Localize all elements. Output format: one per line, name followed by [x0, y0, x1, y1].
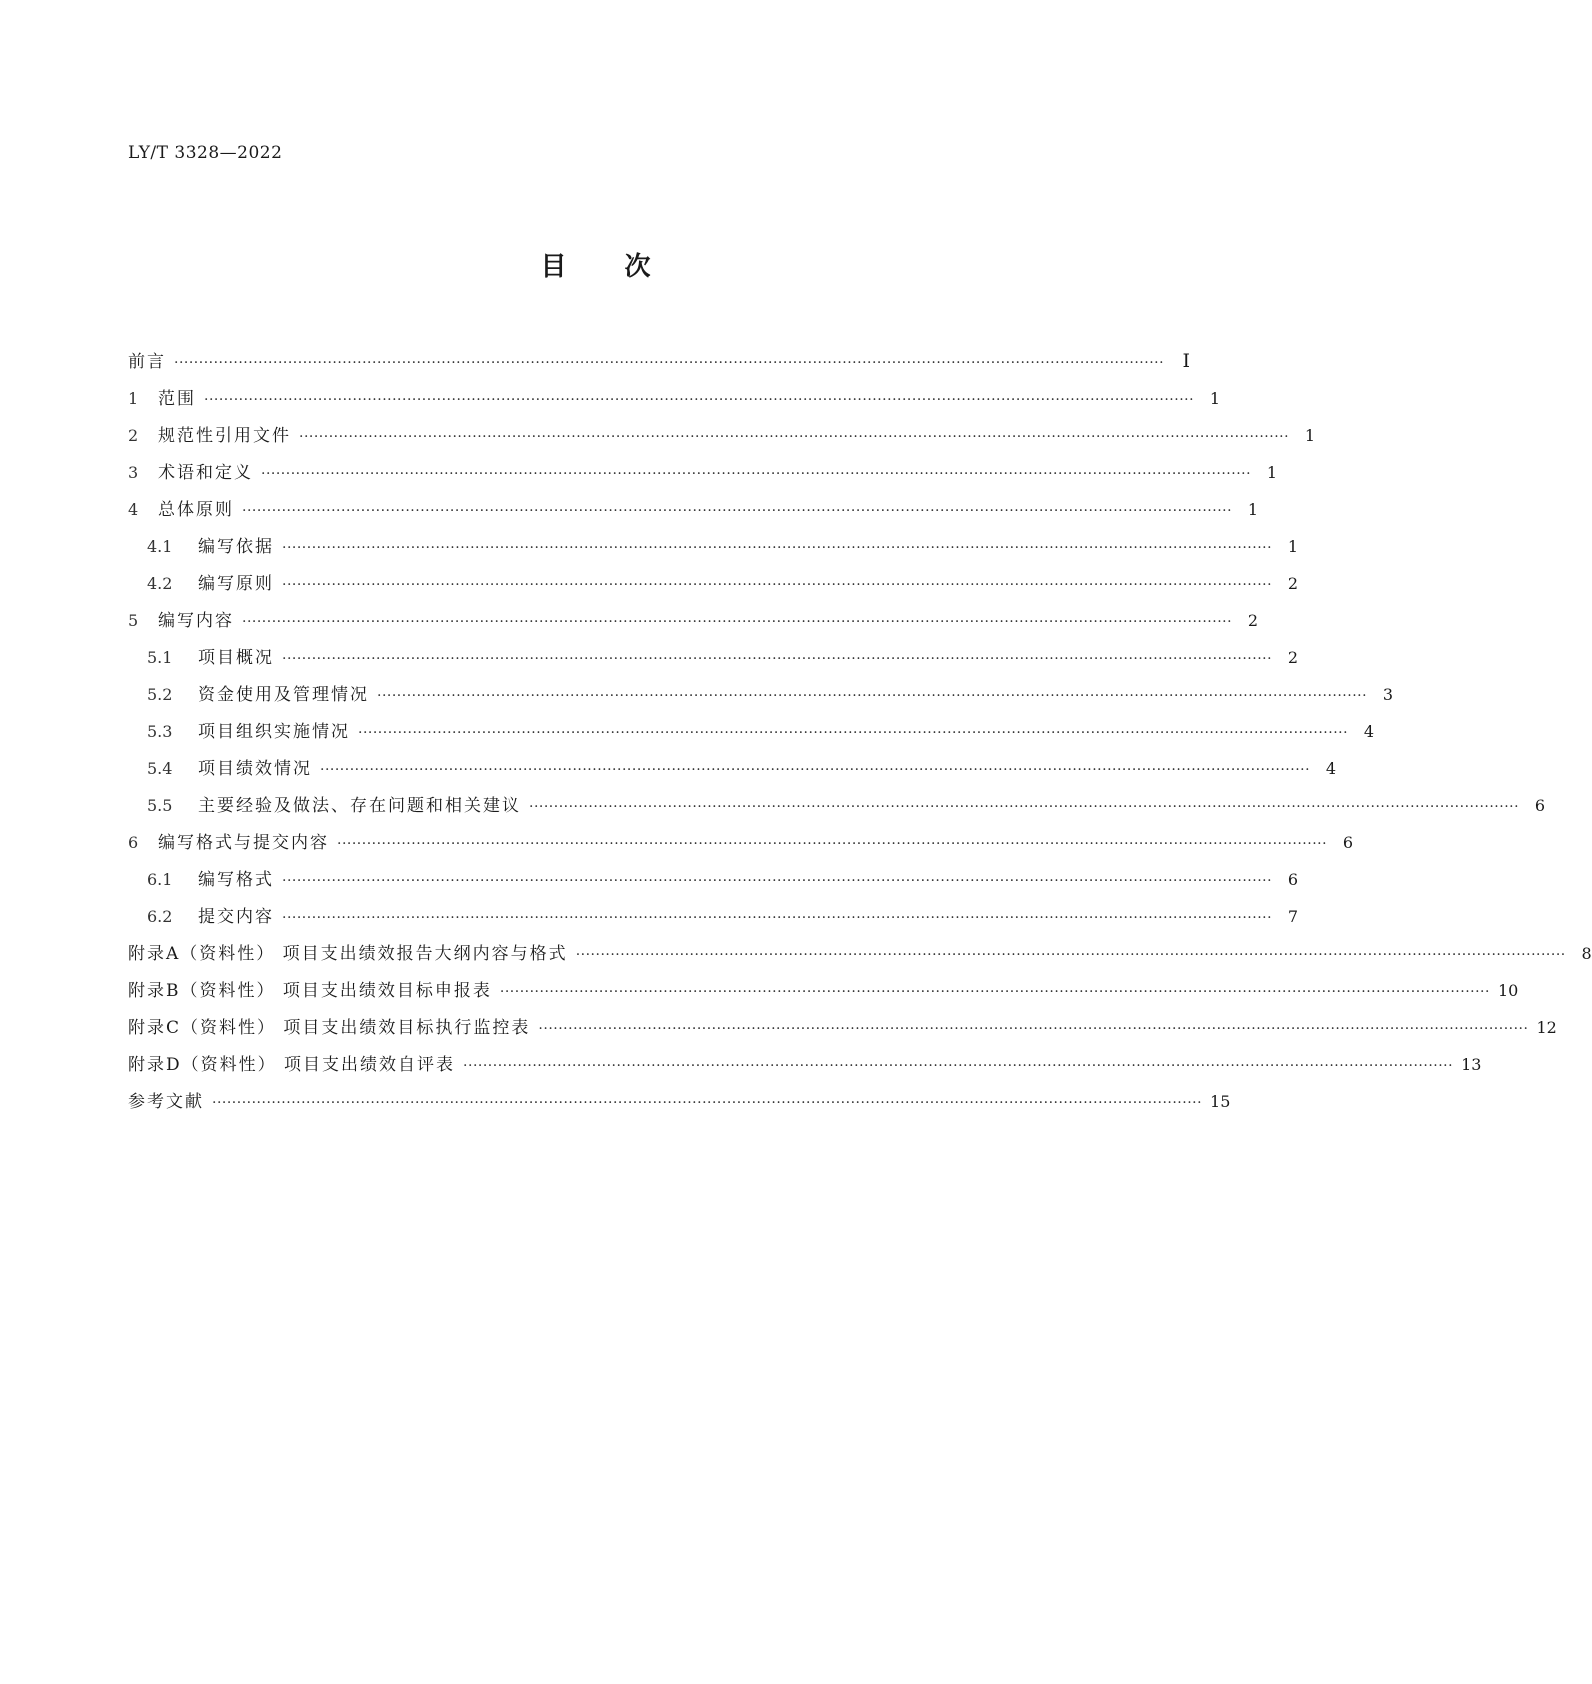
toc-entry-label	[128, 824, 337, 862]
toc-dot-leader: ········································································································································································································	[282, 873, 1273, 889]
toc-entry[interactable]	[128, 898, 1299, 935]
toc-entry[interactable]	[128, 491, 1259, 528]
toc-entry-title: 附录B（资料性） 项目支出绩效目标申报表	[128, 981, 492, 1001]
toc-entry-number: 1	[128, 389, 139, 408]
toc-entry-page-number: Ⅰ	[1182, 350, 1191, 372]
toc-entry-title: 编写格式与提交内容	[158, 833, 329, 853]
toc-entry-page-number: 10	[1497, 981, 1519, 1000]
toc-entry-number: 5.1	[147, 648, 173, 667]
toc-entry-page-number: 6	[1287, 870, 1299, 889]
toc-entry-label	[128, 1010, 538, 1047]
toc-entry-label	[147, 639, 282, 677]
toc-entry[interactable]	[128, 676, 1394, 713]
toc-dot-leader: ········································································································································································································	[499, 984, 1490, 1000]
toc-entry-title: 术语和定义	[158, 463, 253, 483]
toc-dot-leader: ········································································································································································································	[377, 688, 1368, 704]
toc-dot-leader: ········································································································································································································	[204, 392, 1195, 408]
toc-entry[interactable]	[128, 602, 1259, 639]
toc-entry-page-number: 6	[1534, 796, 1546, 815]
toc-dot-leader: ········································································································································································································	[242, 614, 1233, 630]
toc-entry[interactable]	[128, 528, 1299, 565]
toc-entry-number: 2	[128, 426, 139, 445]
toc-entry-page-number: 4	[1325, 759, 1337, 778]
toc-entry[interactable]	[128, 750, 1337, 787]
toc-entry-label	[147, 676, 377, 714]
toc-entry-page-number: 2	[1287, 574, 1299, 593]
toc-entry[interactable]	[128, 1046, 1482, 1083]
toc-entry-page-number: 8	[1581, 944, 1592, 963]
toc-dot-leader: ········································································································································································································	[529, 799, 1520, 815]
toc-entry-label	[128, 973, 500, 1010]
toc-entry-label	[147, 750, 320, 788]
toc-entry-title: 项目绩效情况	[198, 759, 312, 779]
toc-dot-leader: ········································································································································································································	[282, 540, 1273, 556]
toc-entry[interactable]	[128, 565, 1299, 602]
toc-dot-leader: ········································································································································································································	[174, 355, 1165, 371]
toc-entry-label	[128, 344, 174, 381]
toc-entry-number: 6.2	[147, 907, 173, 926]
toc-entry-label	[128, 417, 299, 455]
toc-dot-leader: ········································································································································································································	[463, 1058, 1454, 1074]
toc-dot-leader: ········································································································································································································	[358, 725, 1349, 741]
toc-entry-label	[128, 1084, 212, 1121]
toc-entry-number: 4	[128, 500, 139, 519]
toc-entry-title: 附录A（资料性） 项目支出绩效报告大纲内容与格式	[128, 944, 568, 964]
toc-entry-title: 前言	[128, 352, 166, 372]
toc-entry-number: 3	[128, 463, 139, 482]
toc-dot-leader: ········································································································································································································	[337, 836, 1328, 852]
toc-entry-number: 5	[128, 611, 139, 630]
toc-entry-number: 6.1	[147, 870, 173, 889]
page-title: 目次	[540, 252, 709, 282]
toc-entry[interactable]	[128, 935, 1592, 972]
toc-entry[interactable]	[128, 713, 1375, 750]
table-of-contents	[128, 343, 1592, 1120]
toc-entry-number: 4.2	[147, 574, 173, 593]
toc-entry-title: 资金使用及管理情况	[198, 685, 369, 705]
document-id: LY/T 3328—2022	[128, 143, 283, 163]
toc-entry-title: 编写原则	[198, 574, 274, 594]
toc-entry-page-number: 13	[1461, 1055, 1482, 1074]
toc-entry-label	[128, 454, 261, 492]
toc-entry-page-number: 6	[1342, 833, 1354, 852]
toc-entry-number: 5.2	[147, 685, 173, 704]
toc-entry-label	[128, 602, 242, 640]
toc-entry-page-number: 2	[1247, 611, 1259, 630]
toc-entry-title: 总体原则	[158, 500, 234, 520]
toc-entry-page-number: 15	[1210, 1092, 1231, 1111]
toc-entry[interactable]	[128, 972, 1519, 1009]
toc-entry-label	[147, 528, 282, 566]
toc-entry-title: 提交内容	[198, 907, 274, 927]
toc-entry[interactable]	[128, 639, 1299, 676]
toc-entry-page-number: 1	[1209, 389, 1221, 408]
toc-entry-title: 项目概况	[198, 648, 274, 668]
toc-entry-number: 5.3	[147, 722, 173, 741]
toc-entry-page-number: 1	[1247, 500, 1259, 519]
toc-entry-page-number: 3	[1382, 685, 1394, 704]
toc-entry-label	[128, 1047, 463, 1084]
toc-entry-page-number: 1	[1304, 426, 1316, 445]
toc-entry-label	[147, 787, 529, 825]
toc-entry-title: 主要经验及做法、存在问题和相关建议	[198, 796, 521, 816]
toc-entry[interactable]	[128, 824, 1354, 861]
toc-dot-leader: ········································································································································································································	[575, 947, 1566, 963]
toc-entry-page-number: 12	[1536, 1018, 1557, 1037]
toc-dot-leader: ········································································································································································································	[282, 651, 1273, 667]
toc-entry-title: 编写依据	[198, 537, 274, 557]
toc-dot-leader: ········································································································································································································	[320, 762, 1311, 778]
toc-entry[interactable]	[128, 417, 1316, 454]
toc-entry-label	[128, 936, 576, 973]
toc-entry-title: 附录C（资料性） 项目支出绩效目标执行监控表	[128, 1018, 531, 1038]
toc-dot-leader: ········································································································································································································	[282, 577, 1273, 593]
toc-entry-number: 5.5	[147, 796, 173, 815]
toc-entry-title: 附录D（资料性） 项目支出绩效自评表	[128, 1055, 456, 1075]
toc-entry[interactable]	[128, 343, 1191, 380]
toc-entry-page-number: 1	[1287, 537, 1299, 556]
toc-entry-title: 参考文献	[128, 1092, 204, 1112]
toc-entry[interactable]	[128, 1009, 1557, 1046]
toc-entry-label	[147, 898, 282, 936]
toc-entry-title: 项目组织实施情况	[198, 722, 350, 742]
toc-dot-leader: ········································································································································································································	[538, 1021, 1529, 1037]
toc-entry-page-number: 2	[1287, 648, 1299, 667]
toc-entry-title: 范围	[158, 389, 196, 409]
toc-entry-page-number: 4	[1363, 722, 1375, 741]
toc-dot-leader: ········································································································································································································	[282, 910, 1273, 926]
toc-dot-leader: ········································································································································································································	[242, 503, 1233, 519]
toc-entry-number: 4.1	[147, 537, 173, 556]
toc-entry-number: 6	[128, 833, 139, 852]
toc-entry-page-number: 1	[1266, 463, 1278, 482]
toc-entry-label	[128, 380, 204, 418]
toc-dot-leader: ········································································································································································································	[299, 429, 1290, 445]
toc-entry-label	[147, 713, 358, 751]
toc-entry-label	[147, 861, 282, 899]
toc-entry-title: 编写格式	[198, 870, 274, 890]
toc-entry[interactable]	[128, 861, 1299, 898]
toc-entry[interactable]	[128, 787, 1546, 824]
toc-entry-label	[147, 565, 282, 603]
toc-entry[interactable]	[128, 1083, 1231, 1120]
toc-dot-leader: ········································································································································································································	[261, 466, 1252, 482]
toc-dot-leader: ········································································································································································································	[212, 1095, 1203, 1111]
toc-entry[interactable]	[128, 380, 1221, 417]
toc-entry-title: 规范性引用文件	[158, 426, 291, 446]
toc-entry-page-number: 7	[1287, 907, 1299, 926]
toc-entry[interactable]	[128, 454, 1278, 491]
toc-entry-title: 编写内容	[158, 611, 234, 631]
toc-entry-label	[128, 491, 242, 529]
toc-entry-number: 5.4	[147, 759, 173, 778]
